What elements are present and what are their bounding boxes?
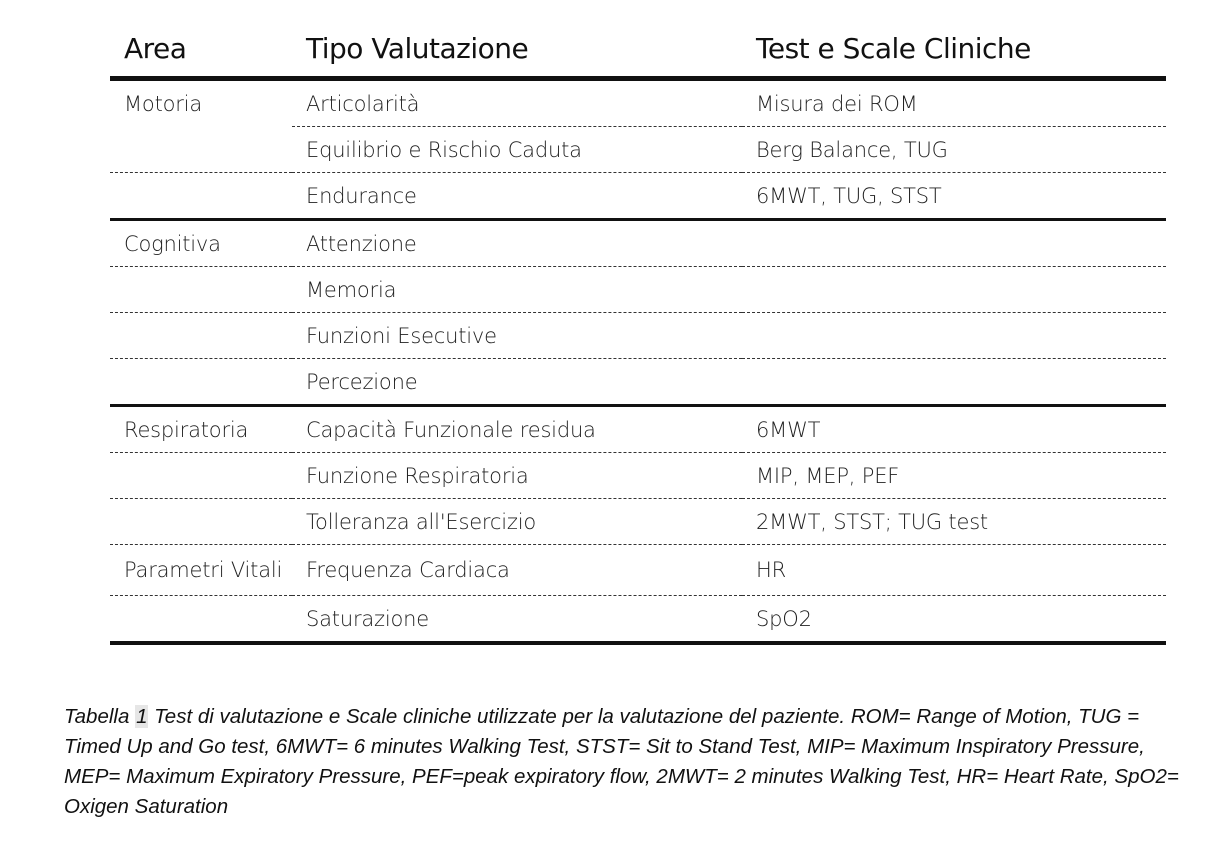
cell-tipo: Saturazione [292, 596, 742, 644]
cell-test: Misura dei ROM [742, 79, 1166, 127]
caption-text: Test di valutazione e Scale cliniche utilizzate per la valutazione del paziente. ROM= Range of Motion, TUG = Timed Up and Go test, 6MWT= 6 minutes Walking Test, STST= Sit to Stand Test, MIP= Maximum Inspiratory Pressure, MEP= Maximum Expiratory Pressure, PEF=peak expiratory flow, 2MWT= 2 minutes Walking Test, HR= Heart Rate, SpO2= Oxigen Saturation [64, 705, 1179, 818]
cell-tipo: Capacità Funzionale residua [292, 406, 742, 453]
cell-tipo: Endurance [292, 173, 742, 220]
table-row [110, 313, 1166, 359]
table-header-row [110, 20, 1166, 79]
cell-test [742, 313, 1166, 359]
table-row [110, 79, 1166, 127]
cell-area [110, 596, 292, 644]
caption-table-number: 1 [136, 705, 148, 728]
cell-tipo: Tolleranza all'Esercizio [292, 499, 742, 545]
cell-tipo: Percezione [292, 359, 742, 406]
table-row [110, 173, 1166, 220]
cell-test [742, 267, 1166, 313]
cell-area [110, 173, 292, 220]
cell-tipo: Articolarità [292, 79, 742, 127]
cell-test [742, 220, 1166, 267]
cell-area: Cognitiva [110, 220, 292, 267]
header-area: Area [124, 31, 187, 65]
cell-test: Berg Balance, TUG [742, 127, 1166, 173]
cell-area [110, 267, 292, 313]
cell-test: MIP, MEP, PEF [742, 453, 1166, 499]
cell-tipo: Attenzione [292, 220, 742, 267]
table-row [110, 499, 1166, 545]
table-row [110, 359, 1166, 406]
table-row [110, 453, 1166, 499]
assessment-table [110, 20, 1166, 645]
cell-test: 6MWT, TUG, STST [742, 173, 1166, 220]
header-test-scale: Test e Scale Cliniche [756, 31, 1031, 65]
cell-test: 6MWT [742, 406, 1166, 453]
cell-tipo: Funzioni Esecutive [292, 313, 742, 359]
cell-area: Parametri Vitali [110, 545, 292, 596]
cell-test [742, 359, 1166, 406]
cell-test: 2MWT, STST; TUG test [742, 499, 1166, 545]
cell-tipo: Equilibrio e Rischio Caduta [292, 127, 742, 173]
cell-test: HR [742, 545, 1166, 596]
cell-area [110, 499, 292, 545]
cell-area: Motoria [124, 91, 202, 116]
table-row [110, 220, 1166, 267]
assessment-table-container [110, 20, 1166, 645]
cell-tipo: Memoria [292, 267, 742, 313]
table-row [110, 596, 1166, 644]
table-row [110, 545, 1166, 596]
cell-area [110, 359, 292, 406]
cell-tipo: Frequenza Cardiaca [292, 545, 742, 596]
table-caption [64, 702, 1194, 822]
table-row [110, 406, 1166, 453]
cell-test: SpO2 [742, 596, 1166, 644]
table-row [110, 267, 1166, 313]
cell-area [110, 453, 292, 499]
table-row [110, 127, 1166, 173]
header-tipo-valutazione: Tipo Valutazione [306, 31, 529, 65]
caption-prefix: Tabella [64, 705, 130, 728]
cell-area [110, 127, 292, 173]
cell-area [110, 313, 292, 359]
cell-tipo: Funzione Respiratoria [292, 453, 742, 499]
cell-area: Respiratoria [110, 406, 292, 453]
